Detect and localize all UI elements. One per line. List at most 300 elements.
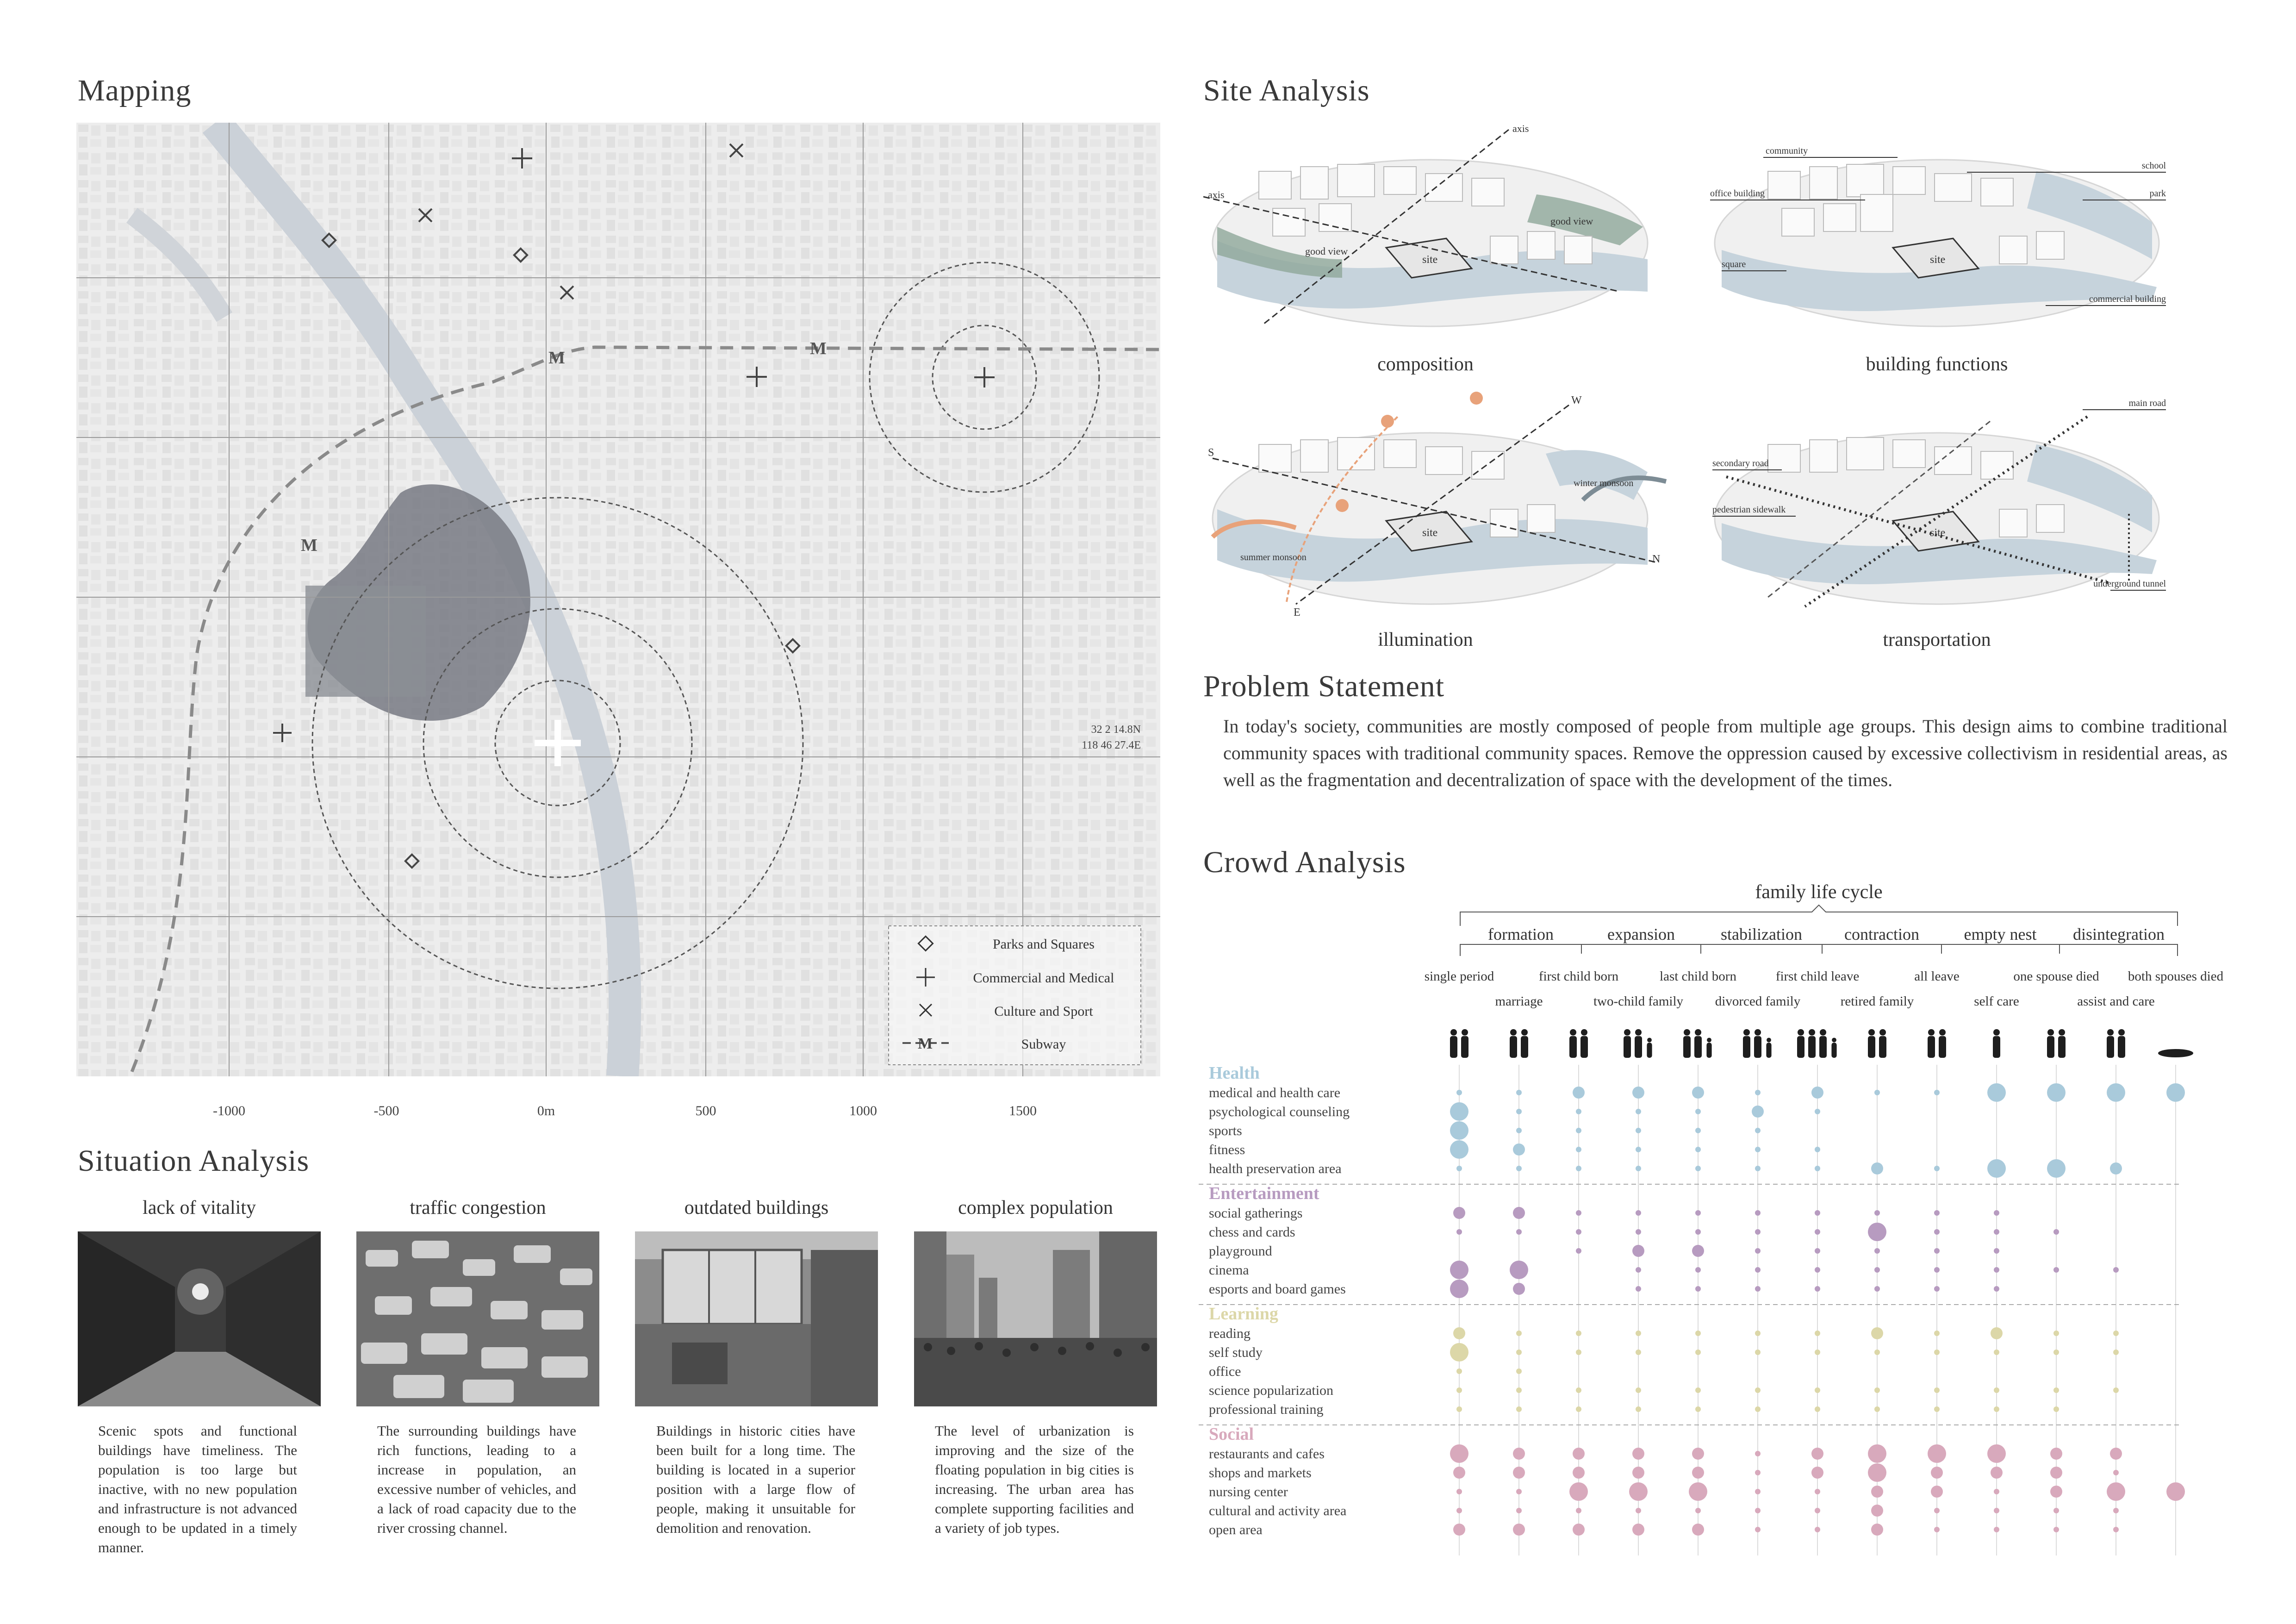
- bubble: [1456, 1090, 1462, 1095]
- bubble: [1573, 1448, 1585, 1460]
- panel-caption: transportation: [1883, 629, 1991, 650]
- person-body: [1580, 1036, 1588, 1058]
- bubble: [1573, 1087, 1585, 1099]
- label: underground tunnel: [2093, 579, 2166, 589]
- bubble: [1815, 1349, 1820, 1355]
- bubble: [1636, 1349, 1641, 1355]
- person-icon: [1450, 1029, 1457, 1036]
- bubble: [2107, 1482, 2125, 1501]
- bubble: [1516, 1166, 1522, 1171]
- person-body: [1831, 1043, 1836, 1058]
- bubble: [1695, 1229, 1701, 1235]
- bubble: [1755, 1527, 1761, 1532]
- stage-label: assist and care: [2077, 994, 2155, 1009]
- bubble: [2053, 1229, 2059, 1235]
- bubble: [1456, 1508, 1462, 1513]
- bubble: [1516, 1406, 1522, 1412]
- person-body: [2118, 1036, 2125, 1058]
- stage-labels: [1425, 969, 2224, 1009]
- coord-lat: 32 2 14.8N: [1091, 724, 1141, 736]
- bubble: [1573, 1524, 1585, 1536]
- stage-label: self care: [1974, 994, 2019, 1009]
- bubble: [1456, 1387, 1462, 1393]
- person-body: [1647, 1043, 1652, 1058]
- panel-caption: building functions: [1866, 354, 2008, 375]
- person-body: [1939, 1036, 1946, 1058]
- category-item-label: cultural and activity area: [1209, 1503, 1347, 1518]
- situation-item-text: The surrounding buildings have rich functions, leading to a increase in population, an excessive number of vehicles, and a lack of road capacity due to the river crossing channel.: [377, 1423, 576, 1536]
- bubble: [1576, 1128, 1581, 1133]
- person-icon: [1647, 1038, 1652, 1043]
- scale-label: 0m: [537, 1103, 555, 1118]
- category-item-label: psychological counseling: [1209, 1104, 1350, 1119]
- bubble: [2053, 1330, 2059, 1336]
- bubble: [1874, 1286, 1880, 1292]
- category-label: Health: [1209, 1063, 1260, 1083]
- map-legend: [889, 926, 1141, 1065]
- panel-caption: composition: [1377, 354, 1474, 375]
- bubble: [1456, 1489, 1462, 1494]
- bubble: [1755, 1387, 1761, 1393]
- site-panel-composition: [1203, 123, 1648, 326]
- bubble: [1632, 1448, 1644, 1460]
- mapping-map[interactable]: [76, 123, 1160, 1076]
- stage-label: first child born: [1538, 969, 1619, 984]
- bubble: [1516, 1128, 1522, 1133]
- bubble: [1695, 1147, 1701, 1152]
- bubble: [1811, 1087, 1823, 1099]
- scale-label: 1000: [849, 1103, 877, 1118]
- bubble: [1695, 1286, 1701, 1292]
- bubble: [1815, 1387, 1820, 1393]
- bubble: [1453, 1467, 1465, 1479]
- bubble: [1755, 1267, 1761, 1273]
- bubble: [2113, 1267, 2119, 1273]
- person-body: [1797, 1036, 1804, 1058]
- situation-item-title: traffic congestion: [410, 1197, 546, 1218]
- bubble: [1636, 1267, 1641, 1273]
- bubble: [2050, 1467, 2062, 1479]
- bubble: [1868, 1444, 1886, 1463]
- site-analysis-diagrams: [1203, 120, 2259, 657]
- label: W: [1571, 394, 1582, 406]
- bubble: [1815, 1330, 1820, 1336]
- scale-label: -1000: [213, 1103, 245, 1118]
- person-icon: [2059, 1029, 2065, 1036]
- subway-marker[interactable]: M: [301, 536, 317, 555]
- bubble: [2110, 1162, 2122, 1174]
- person-body: [1706, 1043, 1711, 1058]
- stage-label: retired family: [1840, 994, 1914, 1009]
- bubble: [1510, 1261, 1528, 1279]
- cycle-brace: [1460, 905, 2178, 926]
- bubble: [1934, 1527, 1940, 1532]
- crowd-title: Crowd Analysis: [1203, 845, 1406, 879]
- person-icon: [1993, 1029, 2000, 1036]
- people-icons: [1450, 1029, 2193, 1058]
- label: winter monsoon: [1574, 478, 1634, 488]
- category-item-label: restaurants and cafes: [1209, 1446, 1325, 1462]
- bubble: [2166, 1083, 2185, 1102]
- label: site: [1930, 254, 1946, 266]
- person-body: [1743, 1036, 1750, 1058]
- bubble: [1755, 1406, 1761, 1412]
- bubble: [1629, 1482, 1648, 1501]
- bubble: [1994, 1508, 1999, 1513]
- bubble: [1576, 1406, 1581, 1412]
- site-panel-transportation: [1712, 398, 2166, 606]
- label: park: [2149, 188, 2166, 199]
- bubble: [1516, 1349, 1522, 1355]
- label: good view: [1305, 245, 1348, 257]
- bubble: [1636, 1147, 1641, 1152]
- stage-label: two-child family: [1593, 994, 1684, 1009]
- bubble: [1576, 1508, 1581, 1513]
- label: community: [1766, 146, 1808, 156]
- person-body: [1754, 1036, 1761, 1058]
- person-icon: [1635, 1029, 1642, 1036]
- bubble: [1994, 1489, 1999, 1494]
- bubble: [1456, 1229, 1462, 1235]
- subway-marker[interactable]: M: [810, 339, 827, 358]
- category-item-label: sports: [1209, 1123, 1242, 1138]
- bubble: [1450, 1121, 1468, 1140]
- bubble: [1755, 1248, 1761, 1254]
- person-body: [2058, 1036, 2066, 1058]
- bubble: [1871, 1486, 1883, 1498]
- category-item-label: shops and markets: [1209, 1465, 1312, 1480]
- bubble: [1450, 1280, 1468, 1298]
- bubble: [1815, 1527, 1820, 1532]
- bubble: [1994, 1248, 1999, 1254]
- person-icon: [1868, 1029, 1875, 1036]
- cycle-title: family life cycle: [1755, 881, 1883, 903]
- category-item-label: fitness: [1209, 1142, 1245, 1157]
- bubble: [1815, 1248, 1820, 1254]
- bubble: [1934, 1349, 1940, 1355]
- bubble: [2053, 1527, 2059, 1532]
- situation-item-title: lack of vitality: [143, 1197, 256, 1218]
- bubble: [1453, 1524, 1465, 1536]
- bubble: [1636, 1166, 1641, 1171]
- person-body: [2107, 1036, 2114, 1058]
- bubble: [1516, 1229, 1522, 1235]
- bubble: [1811, 1467, 1823, 1479]
- bubble: [1815, 1406, 1820, 1412]
- bubble: [1874, 1387, 1880, 1393]
- category-item-label: office: [1209, 1364, 1241, 1379]
- person-icon: [1462, 1029, 1468, 1036]
- bubble: [1632, 1087, 1644, 1099]
- bubble: [1450, 1261, 1468, 1279]
- bubble: [1755, 1147, 1761, 1152]
- person-icon: [1798, 1029, 1804, 1036]
- bubble: [1874, 1090, 1880, 1095]
- bubble: [1695, 1109, 1701, 1114]
- problem-title: Problem Statement: [1203, 669, 1445, 703]
- subway-line-icon-letter: M: [918, 1035, 933, 1052]
- bubble: [1934, 1210, 1940, 1216]
- bubble: [2047, 1083, 2066, 1102]
- bubble: [2107, 1083, 2125, 1102]
- phase-label: contraction: [1844, 925, 1919, 943]
- stage-label: both spouses died: [2128, 969, 2224, 984]
- bubble: [1934, 1090, 1940, 1095]
- bubble: [2113, 1330, 2119, 1336]
- category-item-label: reading: [1209, 1326, 1251, 1341]
- bubble: [1868, 1223, 1886, 1241]
- bubble: [1513, 1524, 1525, 1536]
- bubble: [1934, 1387, 1940, 1393]
- person-body: [1450, 1036, 1457, 1058]
- bubble: [1994, 1527, 1999, 1532]
- category-label: Entertainment: [1209, 1184, 1319, 1203]
- bubble: [1632, 1467, 1644, 1479]
- bubble: [2053, 1267, 2059, 1273]
- category-item-label: cinema: [1209, 1262, 1249, 1278]
- bubble: [2053, 1349, 2059, 1355]
- person-body: [1461, 1036, 1468, 1058]
- person-icon: [1624, 1029, 1630, 1036]
- phase-label: disintegration: [2073, 925, 2165, 943]
- category-item-label: playground: [1209, 1243, 1272, 1259]
- person-icon: [1581, 1029, 1587, 1036]
- label: secondary road: [1712, 458, 1769, 468]
- bubble: [1987, 1159, 2006, 1178]
- bubble: [1994, 1229, 1999, 1235]
- phase-label: stabilization: [1721, 925, 1802, 943]
- bubble: [1987, 1083, 2006, 1102]
- bubble: [1450, 1102, 1468, 1121]
- label: commercial building: [2089, 294, 2166, 304]
- category-item-label: self study: [1209, 1345, 1263, 1360]
- bubble: [1755, 1508, 1761, 1513]
- bubble: [1576, 1147, 1581, 1152]
- bubble: [1636, 1406, 1641, 1412]
- person-icon: [1928, 1029, 1935, 1036]
- bubble: [1516, 1330, 1522, 1336]
- label: summer monsoon: [1240, 552, 1307, 562]
- label: axis: [1208, 189, 1225, 200]
- category-item-label: chess and cards: [1209, 1224, 1295, 1240]
- bubble: [1755, 1349, 1761, 1355]
- bubble: [1755, 1128, 1761, 1133]
- situation-item-text: Buildings in historic cities have been built for a long time. The building is located in a superior position with a large flow of people, making it unsuitable for demolition and renovation.: [656, 1423, 855, 1536]
- mapping-title: Mapping: [78, 74, 192, 107]
- person-icon: [1695, 1029, 1701, 1036]
- label: pedestrian sidewalk: [1712, 505, 1786, 515]
- bubble: [1456, 1166, 1462, 1171]
- person-icon: [1521, 1029, 1528, 1036]
- bubble: [1931, 1486, 1943, 1498]
- bubble: [1636, 1210, 1641, 1216]
- stage-label: all leave: [1914, 969, 1960, 984]
- bubble: [1815, 1508, 1820, 1513]
- crowd-matrix: [1199, 875, 2263, 1569]
- bubble: [2050, 1448, 2062, 1460]
- category-item-label: nursing center: [1209, 1484, 1288, 1499]
- bubble: [1871, 1505, 1883, 1517]
- label: site: [1422, 254, 1438, 266]
- bubble: [2053, 1387, 2059, 1393]
- problem-text: In today's society, communities are mostly composed of people from multiple age groups. This design aims to combine traditional community spaces with traditional community spaces. Remove the oppression caused by excessive collectivism in residential areas, as well as the fragmentation and decentralization of space with the development of the times.: [1223, 716, 2228, 790]
- scale-label: -500: [373, 1103, 399, 1118]
- bubble: [1994, 1210, 1999, 1216]
- label: good view: [1550, 215, 1593, 227]
- bubble: [1695, 1166, 1701, 1171]
- bubble: [1994, 1267, 1999, 1273]
- bubble: [1695, 1406, 1701, 1412]
- panel-caption: illumination: [1378, 629, 1473, 650]
- bubble: [1576, 1210, 1581, 1216]
- bubble: [1755, 1451, 1761, 1456]
- label: school: [2141, 161, 2166, 171]
- person-icon: [1684, 1029, 1690, 1036]
- bubble: [1931, 1467, 1943, 1479]
- bubble: [1994, 1349, 1999, 1355]
- phase-brace: [1460, 944, 2178, 956]
- bubble: [1994, 1387, 1999, 1393]
- label: site: [1930, 527, 1946, 539]
- bubble: [2113, 1470, 2119, 1475]
- bubble: [1695, 1210, 1701, 1216]
- phase-labels: [1488, 925, 2165, 943]
- bubble: [1815, 1109, 1820, 1114]
- bubble: [1695, 1387, 1701, 1393]
- bubble: [1695, 1330, 1701, 1336]
- bubble: [1516, 1387, 1522, 1393]
- stage-label: one spouse died: [2013, 969, 2099, 984]
- bubble: [1934, 1330, 1940, 1336]
- photo-traffic: [356, 1231, 599, 1406]
- person-icon: [1767, 1038, 1771, 1043]
- bubble: [1450, 1140, 1468, 1159]
- bubble: [1874, 1349, 1880, 1355]
- subway-marker[interactable]: M: [548, 348, 565, 368]
- photo-old-building: [635, 1231, 878, 1406]
- bubble: [1636, 1229, 1641, 1235]
- person-icon: [1510, 1029, 1517, 1036]
- bubble: [2047, 1159, 2066, 1178]
- bubble: [2113, 1527, 2119, 1532]
- photo-crowd: [914, 1231, 1157, 1406]
- person-body: [1928, 1036, 1935, 1058]
- person-body: [1766, 1043, 1771, 1058]
- bubble: [2110, 1448, 2122, 1460]
- bubble: [1516, 1368, 1522, 1374]
- bubble: [1755, 1489, 1761, 1494]
- bubble: [1815, 1147, 1820, 1152]
- bubble: [1871, 1327, 1883, 1339]
- bubble: [1934, 1229, 1940, 1235]
- person-icon: [1755, 1029, 1761, 1036]
- bubble: [1815, 1267, 1820, 1273]
- bubble: [1991, 1327, 2003, 1339]
- legend-subway: Subway: [1021, 1037, 1066, 1052]
- bubble: [1576, 1349, 1581, 1355]
- bubble: [1994, 1286, 1999, 1292]
- bubble: [1874, 1210, 1880, 1216]
- person-icon: [1832, 1038, 1836, 1043]
- bubble: [1815, 1229, 1820, 1235]
- stage-label: marriage: [1495, 994, 1543, 1009]
- bubble: [1755, 1166, 1761, 1171]
- bubble: [1516, 1109, 1522, 1114]
- label: axis: [1512, 123, 1529, 134]
- category-item-label: health preservation area: [1209, 1161, 1342, 1176]
- bubble: [2166, 1482, 2185, 1501]
- bubble: [1450, 1444, 1468, 1463]
- category-item-label: esports and board games: [1209, 1281, 1346, 1297]
- category-item-label: medical and health care: [1209, 1085, 1341, 1100]
- site-panel-illumination: [1208, 392, 1666, 618]
- person-body: [1868, 1036, 1875, 1058]
- bubble: [1874, 1267, 1880, 1273]
- scale-label: 1500: [1009, 1103, 1037, 1118]
- person-lying-icon: [2158, 1049, 2193, 1057]
- bubble: [1987, 1444, 2006, 1463]
- bubble: [1689, 1482, 1707, 1501]
- bubble: [1755, 1090, 1761, 1095]
- bubble: [1994, 1406, 1999, 1412]
- column-lines: [1459, 1065, 2176, 1555]
- bubble: [1516, 1489, 1522, 1494]
- bubble: [1692, 1087, 1704, 1099]
- bubble: [1755, 1330, 1761, 1336]
- person-icon: [1570, 1029, 1576, 1036]
- person-body: [1521, 1036, 1528, 1058]
- person-icon: [1707, 1038, 1711, 1043]
- person-icon: [1820, 1029, 1826, 1036]
- bubble: [1755, 1210, 1761, 1216]
- bubble: [1874, 1406, 1880, 1412]
- bubble: [1811, 1448, 1823, 1460]
- label: E: [1294, 606, 1300, 618]
- bubble: [2113, 1508, 2119, 1513]
- phase-dividers: [1581, 944, 2060, 954]
- bubble: [1636, 1109, 1641, 1114]
- bubble: [1928, 1444, 1946, 1463]
- bubble: [1569, 1482, 1588, 1501]
- person-body: [1808, 1036, 1816, 1058]
- person-body: [1879, 1036, 1886, 1058]
- person-icon: [1879, 1029, 1886, 1036]
- person-body: [1683, 1036, 1691, 1058]
- bubble: [1755, 1470, 1761, 1475]
- category-item-label: science popularization: [1209, 1383, 1334, 1398]
- bubble: [1632, 1524, 1644, 1536]
- situation-item-text: Scenic spots and functional buildings have timeliness. The population is too large but inactive, with no new population and infrastructure is not advanced enough to be updated in a timely manner.: [98, 1423, 297, 1555]
- bubble: [1695, 1128, 1701, 1133]
- person-body: [1819, 1036, 1827, 1058]
- bubble: [1815, 1210, 1820, 1216]
- bubble: [1516, 1090, 1522, 1095]
- person-icon: [1743, 1029, 1750, 1036]
- bubble: [1692, 1448, 1704, 1460]
- person-body: [1694, 1036, 1702, 1058]
- bubble: [2050, 1486, 2062, 1498]
- bubble: [2113, 1349, 2119, 1355]
- bubble: [1991, 1467, 2003, 1479]
- person-body: [1993, 1036, 2000, 1058]
- bubble: [1934, 1267, 1940, 1273]
- bubble: [1934, 1406, 1940, 1412]
- bubble: [1456, 1368, 1462, 1374]
- stage-label: last child born: [1660, 969, 1736, 984]
- bubble: [1692, 1524, 1704, 1536]
- bubble: [1636, 1508, 1641, 1513]
- bubble: [1513, 1143, 1525, 1156]
